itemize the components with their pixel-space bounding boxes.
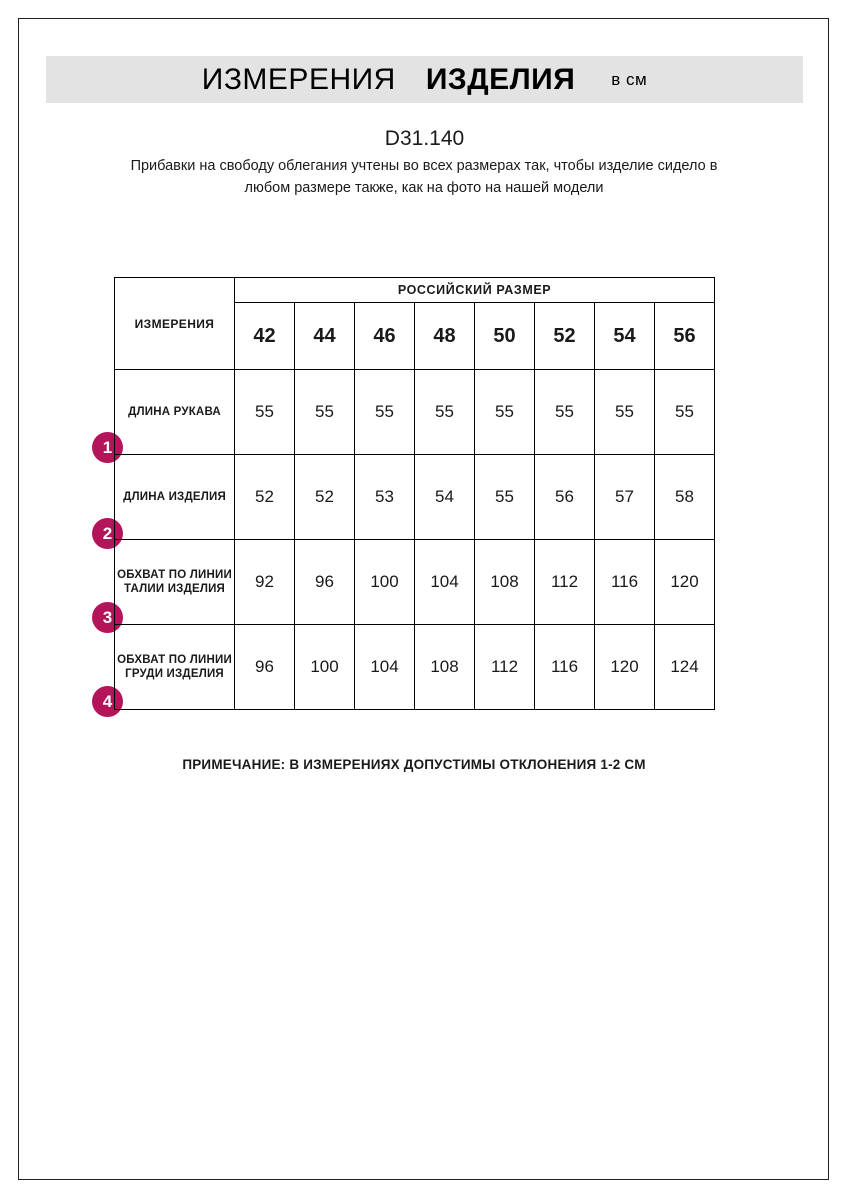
table-cell: 55 — [415, 370, 475, 455]
table-cell: 112 — [475, 625, 535, 710]
table-row — [115, 455, 715, 540]
size-table-wrapper — [114, 277, 714, 710]
table-cell: 112 — [535, 540, 595, 625]
table-cell: 92 — [235, 540, 295, 625]
page-border — [18, 18, 829, 1180]
table-header-group-row — [115, 278, 715, 303]
table-cell: 54 — [415, 455, 475, 540]
table-cell: 52 — [235, 455, 295, 540]
table-cell: 116 — [535, 625, 595, 710]
size-header-cell: 46 — [355, 303, 415, 370]
table-cell: 55 — [475, 370, 535, 455]
size-table — [114, 277, 715, 710]
title-product: ИЗДЕЛИЯ — [425, 62, 576, 96]
table-cell: 108 — [475, 540, 535, 625]
table-cell: 55 — [235, 370, 295, 455]
row-bullet-3: 3 — [92, 602, 123, 633]
table-cell: 96 — [295, 540, 355, 625]
row-bullet-2: 2 — [92, 518, 123, 549]
table-cell: 55 — [475, 455, 535, 540]
table-cell: 55 — [655, 370, 715, 455]
size-header-cell: 52 — [535, 303, 595, 370]
size-header-cell: 44 — [295, 303, 355, 370]
table-cell: 55 — [595, 370, 655, 455]
size-header-cell: 56 — [655, 303, 715, 370]
table-cell: 58 — [655, 455, 715, 540]
table-cell: 56 — [535, 455, 595, 540]
footer-note: ПРИМЕЧАНИЕ: В ИЗМЕРЕНИЯХ ДОПУСТИМЫ ОТКЛОНЕНИЯ 1-2 СМ — [182, 757, 646, 772]
row-bullet-1: 1 — [92, 432, 123, 463]
header-measurements: ИЗМЕРЕНИЯ — [115, 278, 235, 370]
table-cell: 120 — [655, 540, 715, 625]
table-cell: 124 — [655, 625, 715, 710]
table-cell: 100 — [355, 540, 415, 625]
table-cell: 116 — [595, 540, 655, 625]
table-cell: 55 — [355, 370, 415, 455]
table-row — [115, 540, 715, 625]
table-row — [115, 370, 715, 455]
model-code: D31.140 — [384, 127, 465, 150]
table-cell: 108 — [415, 625, 475, 710]
table-cell: 52 — [295, 455, 355, 540]
table-cell: 55 — [535, 370, 595, 455]
title-measurements: ИЗМЕРЕНИЯ — [201, 62, 396, 96]
row-label: ДЛИНА ИЗДЕЛИЯ — [115, 455, 235, 540]
row-label: ОБХВАТ ПО ЛИНИИ ГРУДИ ИЗДЕЛИЯ — [115, 625, 235, 710]
size-header-cell: 54 — [595, 303, 655, 370]
table-cell: 96 — [235, 625, 295, 710]
table-cell: 55 — [295, 370, 355, 455]
table-row — [115, 625, 715, 710]
intro-note: Прибавки на свободу облегания учтены во всех размерах так, чтобы изделие сидело в любом размере также, как на фото на нашей модели — [130, 158, 718, 196]
document-title-band — [46, 56, 803, 103]
table-cell: 57 — [595, 455, 655, 540]
row-label: ДЛИНА РУКАВА — [115, 370, 235, 455]
row-label: ОБХВАТ ПО ЛИНИИ ТАЛИИ ИЗДЕЛИЯ — [115, 540, 235, 625]
size-header-cell: 48 — [415, 303, 475, 370]
header-russian-size: РОССИЙСКИЙ РАЗМЕР — [235, 278, 715, 303]
row-bullet-4: 4 — [92, 686, 123, 717]
table-cell: 100 — [295, 625, 355, 710]
table-cell: 104 — [415, 540, 475, 625]
title-unit: в см — [611, 69, 648, 89]
table-cell: 120 — [595, 625, 655, 710]
size-header-cell: 50 — [475, 303, 535, 370]
table-cell: 104 — [355, 625, 415, 710]
size-header-cell: 42 — [235, 303, 295, 370]
table-cell: 53 — [355, 455, 415, 540]
